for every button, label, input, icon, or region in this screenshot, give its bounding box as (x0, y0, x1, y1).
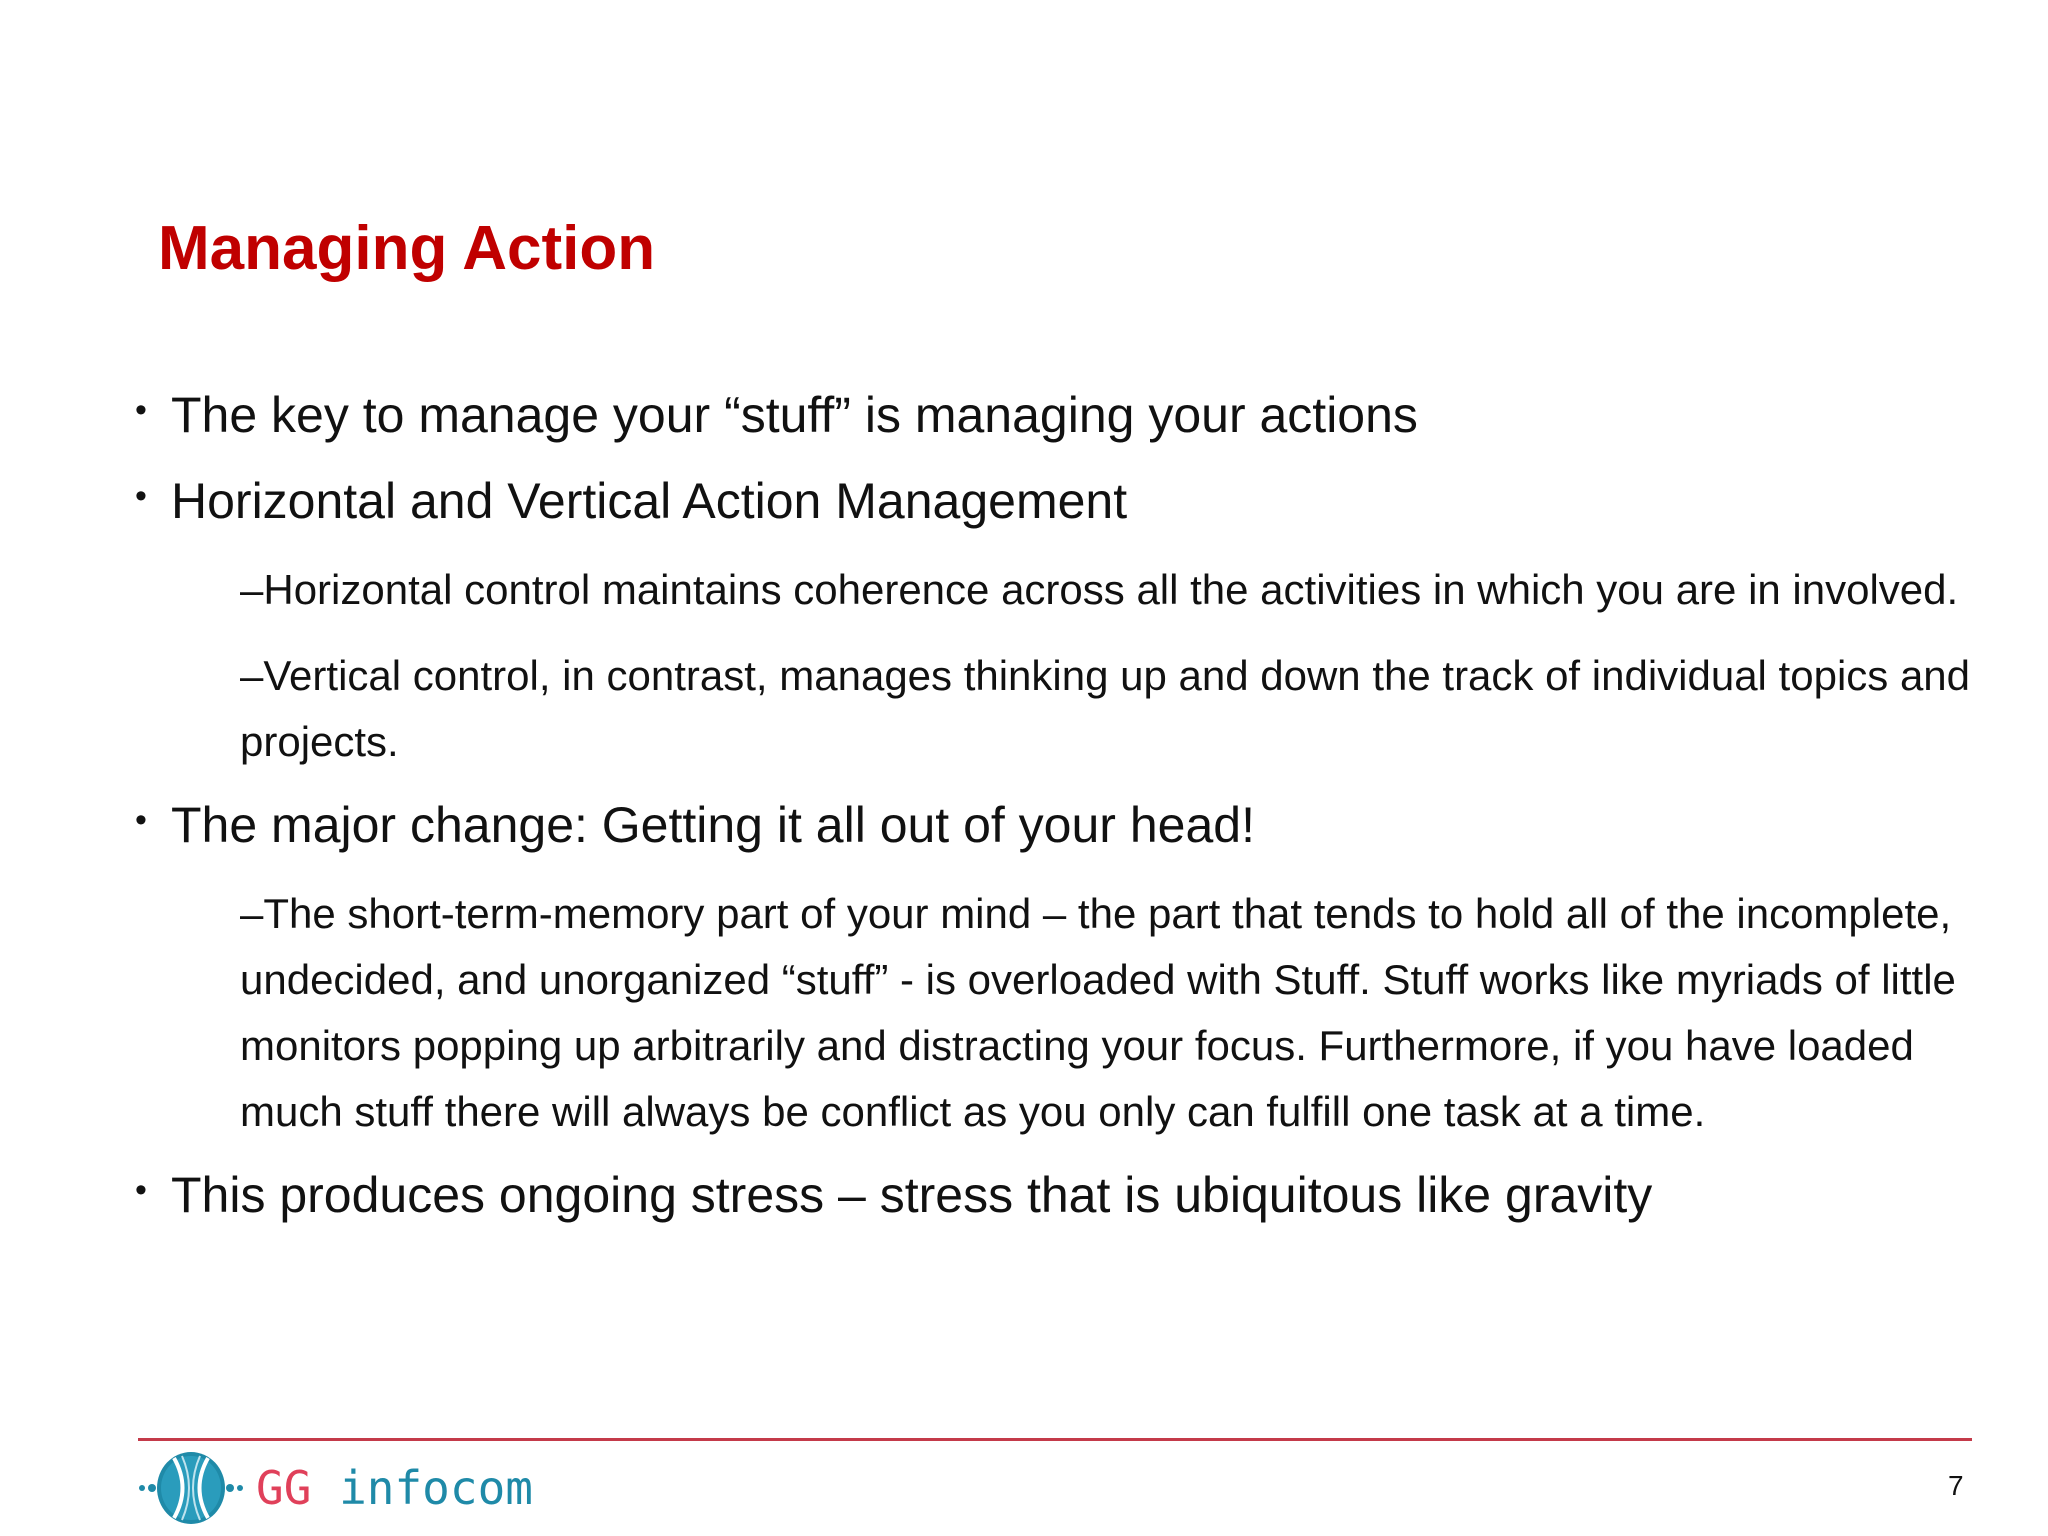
logo-mark-icon (136, 1448, 246, 1528)
bullet-dot: • (135, 391, 147, 429)
slide-title: Managing Action (158, 214, 656, 283)
bullet-text: Horizontal and Vertical Action Management (171, 473, 1128, 529)
page-number: 7 (1948, 1470, 1964, 1501)
bullet-dot: • (135, 477, 147, 515)
logo-text-gg: GG (256, 1461, 312, 1515)
slide-content (135, 385, 1975, 1251)
logo-wordmark (256, 1461, 533, 1515)
bullet-text: The key to manage your “stuff” is managing your actions (171, 387, 1418, 443)
bullet-text: The major change: Getting it all out of your head! (171, 797, 1255, 853)
bullet-item (135, 795, 1975, 855)
bullet-dot: • (135, 1171, 147, 1209)
sub-item: –Horizontal control maintains coherence across all the activities in which you are in involved. (240, 566, 1959, 613)
company-logo (136, 1448, 533, 1528)
bullet-item (135, 385, 1975, 445)
logo-text-infocom: infocom (339, 1461, 533, 1515)
footer-rule (138, 1438, 1972, 1441)
bullet-item (135, 471, 1975, 531)
sub-item: –The short-term-memory part of your mind – the part that tends to hold all of the incomplete, undecided, and unorganized “stuff” - is overloaded with Stuff. Stuff works like myriads of little monitors popping up arbitrarily and distracting your focus. Furthermore, if you have loaded much stuff there will always be conflict as you only can fulfill one task at a time. (240, 890, 1956, 1135)
bullet-item (135, 1165, 1975, 1225)
bullet-text: This produces ongoing stress – stress that is ubiquitous like gravity (171, 1167, 1653, 1223)
bullet-dot: • (135, 801, 147, 839)
sub-item: –Vertical control, in contrast, manages thinking up and down the track of individual topics and projects. (240, 652, 1971, 765)
